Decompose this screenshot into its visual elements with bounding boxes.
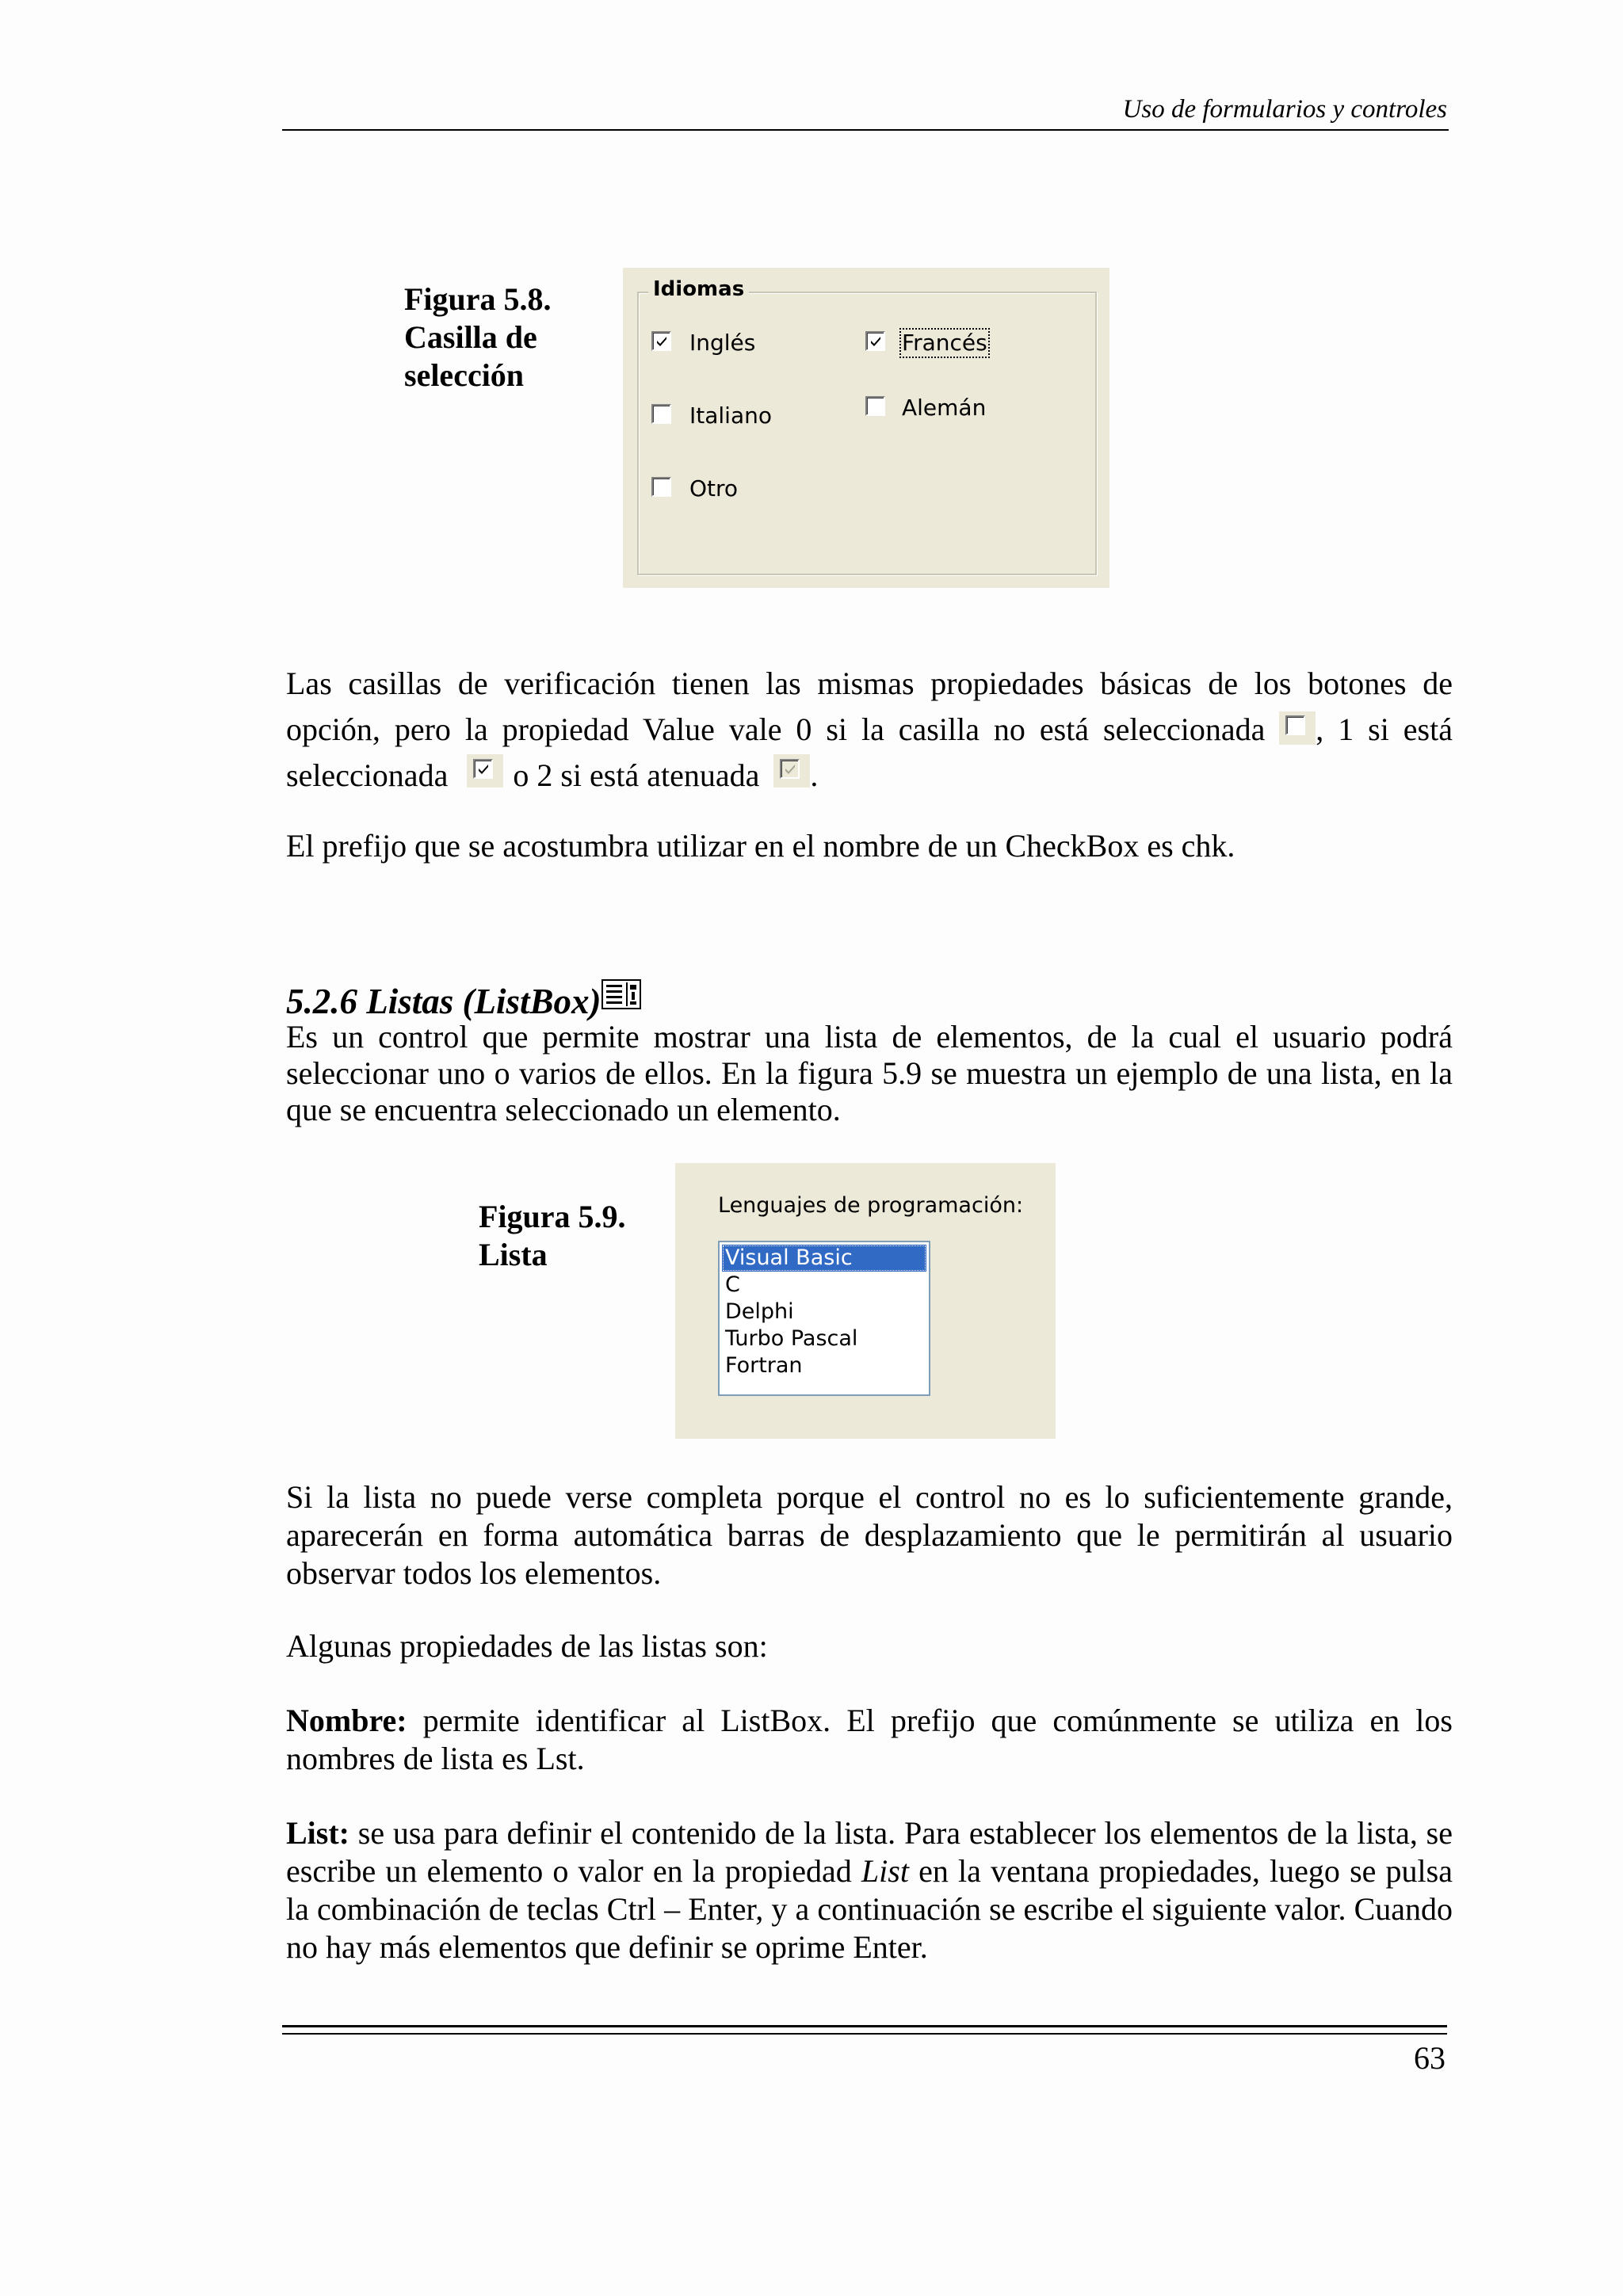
list-item[interactable]: Turbo Pascal xyxy=(725,1326,858,1351)
caption-line: Figura 5.8. xyxy=(404,281,552,317)
paragraph-text: , 1 si está seleccionada xyxy=(286,711,1453,793)
checkmark-icon xyxy=(655,335,668,348)
paragraph-text: Las casillas de verificación tienen las mismas propiedades básicas de los botones de opción, pero la propiedad Value vale 0 si la casilla no está seleccionada xyxy=(286,666,1453,747)
list-item[interactable]: Fortran xyxy=(725,1353,803,1378)
footer-rule xyxy=(282,2033,1447,2035)
checkbox-italiano[interactable] xyxy=(651,404,671,424)
paragraph-text: . xyxy=(810,757,819,793)
list-item[interactable]: Delphi xyxy=(725,1299,794,1324)
checkmark-icon xyxy=(869,335,882,348)
italic-list-word: List xyxy=(861,1853,909,1889)
paragraph-text: se usa para definir el contenido de la lista. Para establecer los elementos de la lista, se escribe un elemento o valor en la propiedad xyxy=(286,1815,1453,1889)
checkbox-label-ingles[interactable]: Inglés xyxy=(689,330,756,356)
checkbox-frances[interactable] xyxy=(865,331,885,351)
idiomas-group-title: Idiomas xyxy=(648,277,749,301)
caption-line: selección xyxy=(404,357,525,393)
paragraph-chk-prefix: El prefijo que se acostumbra utilizar en el nombre de un CheckBox es chk. xyxy=(286,828,1235,864)
caption-line: Figura 5.9. xyxy=(479,1199,626,1234)
term-nombre: Nombre: xyxy=(286,1703,407,1738)
checkbox-label-italiano[interactable]: Italiano xyxy=(689,402,772,429)
running-header: Uso de formularios y controles xyxy=(1122,95,1447,124)
caption-line: Casilla de xyxy=(404,319,537,355)
list-label: Lenguajes de programación: xyxy=(718,1193,1024,1218)
programming-languages-listbox[interactable] xyxy=(718,1241,930,1396)
checkbox-aleman[interactable] xyxy=(865,396,885,416)
footer-rule xyxy=(282,2025,1447,2027)
header-rule xyxy=(282,129,1449,131)
paragraph-nombre-property xyxy=(286,1702,1453,1778)
paragraph-text: en la ventana propiedades, luego se pulsa la combinación de teclas Ctrl – Enter, y a continuación se escribe el siguiente valor. Cuando no hay más elementos que definir se oprime Enter. xyxy=(286,1853,1453,1965)
paragraph-list-property xyxy=(286,1814,1453,1966)
paragraph-text: permite identificar al ListBox. El prefijo que comúnmente se utiliza en los nombres de lista es Lst. xyxy=(286,1703,1453,1776)
paragraph-listbox-intro: Es un control que permite mostrar una lista de elementos, de la cual el usuario podrá seleccionar uno o varios de ellos. En la figura 5.9 se muestra un ejemplo de una lista, en la que se encuentra seleccionado un elemento. xyxy=(286,1019,1453,1127)
paragraph-scrollbars: Si la lista no puede verse completa porque el control no es lo suficientemente grande, aparecerán en forma automática barras de desplazamiento que le permitirán al usuario observar todos los elementos. xyxy=(286,1479,1453,1591)
paragraph-checkbox-values xyxy=(286,661,1453,799)
checkbox-ingles[interactable] xyxy=(651,331,671,351)
figure-5-9-panel xyxy=(675,1163,1056,1439)
checkbox-label-frances[interactable]: Francés xyxy=(902,330,987,356)
checked-checkbox-icon xyxy=(467,754,503,788)
paragraph-properties-intro: Algunas propiedades de las listas son: xyxy=(286,1628,768,1664)
figure-5-8-caption xyxy=(404,280,552,395)
caption-line: Lista xyxy=(479,1237,548,1272)
figure-5-8-panel xyxy=(623,268,1109,588)
checkbox-otro[interactable] xyxy=(651,477,671,497)
dimmed-checkbox-icon xyxy=(773,754,810,788)
paragraph-text: o 2 si está atenuada xyxy=(513,757,760,793)
checkbox-label-aleman[interactable]: Alemán xyxy=(902,395,987,421)
section-heading: 5.2.6 Listas (ListBox) xyxy=(286,982,601,1021)
unchecked-checkbox-icon xyxy=(1279,711,1316,745)
checkbox-label-otro[interactable]: Otro xyxy=(689,475,739,502)
term-list: List: xyxy=(286,1815,349,1851)
list-item[interactable]: Visual Basic xyxy=(722,1245,926,1272)
listbox-icon xyxy=(601,979,641,1009)
list-item[interactable]: C xyxy=(725,1272,740,1297)
figure-5-9-caption xyxy=(479,1198,626,1274)
page-number: 63 xyxy=(1414,2040,1445,2076)
